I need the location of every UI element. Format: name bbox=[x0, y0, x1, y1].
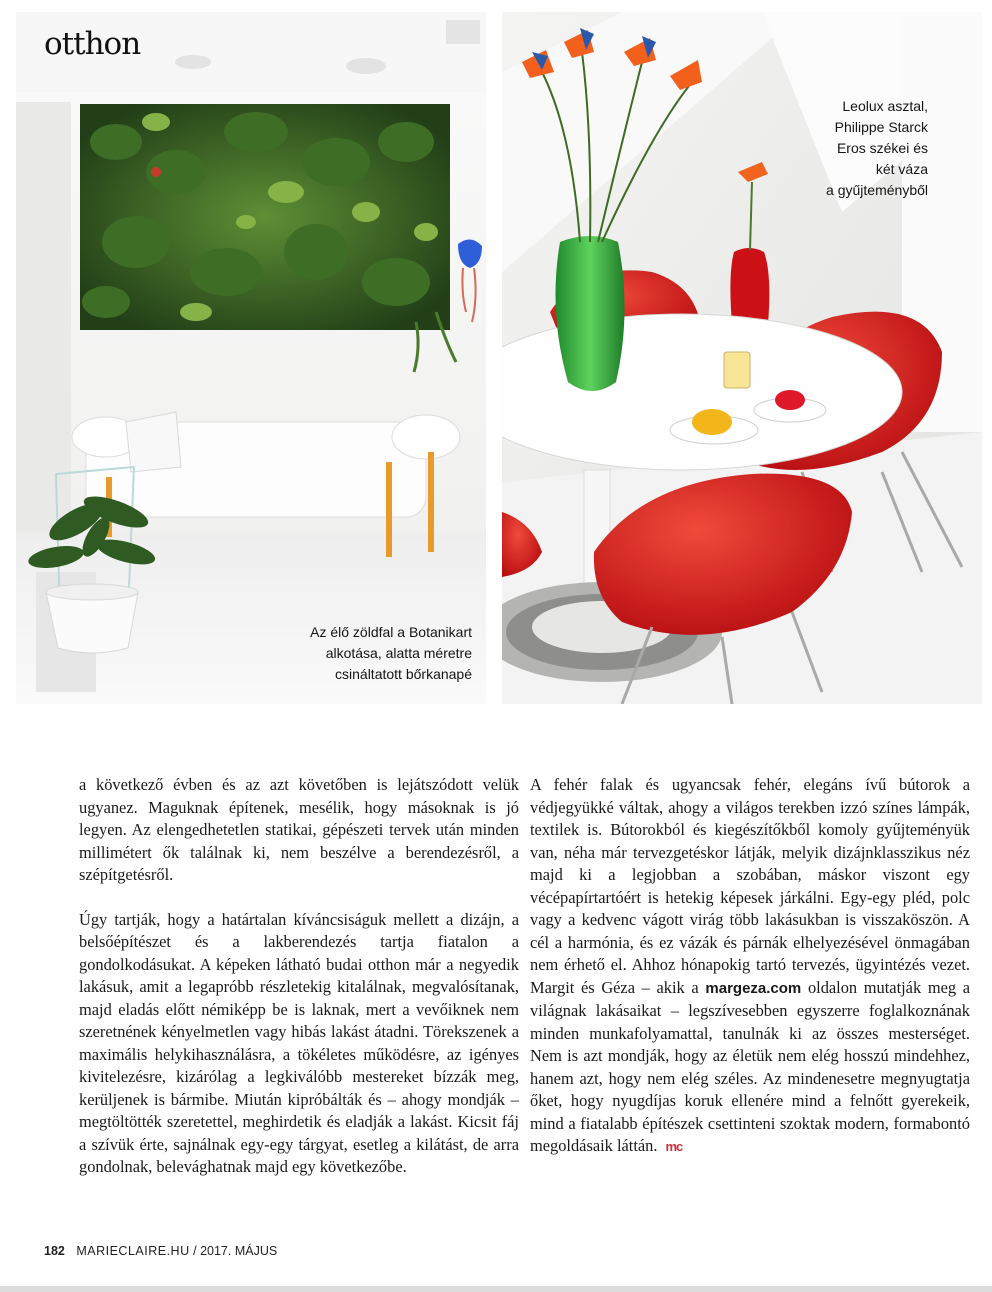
photo-caption-right bbox=[826, 96, 928, 201]
caption-line: Leolux asztal, bbox=[842, 98, 928, 114]
caption-line: csináltatott bőrkanapé bbox=[335, 666, 472, 682]
juice-glass bbox=[724, 352, 750, 388]
caption-line: két váza bbox=[875, 161, 928, 177]
page-number: 182 bbox=[44, 1244, 65, 1258]
red-dessert bbox=[775, 390, 805, 410]
article-text: oldalon mutatják meg a világnak lakásaikat – legszívesebben egyszerre foglalkoznának minden munkafolyamattal, tanulnák ki az összes mesterséget. Nem is azt mondják, hogy az életük nem elég hosszú mindehhez, hanem azt, hogy nem elég széles. Az mindenesetre megnyugtatja őket, hogy nyugdíjas koruk ellenére mind a felnőtt gyerekeik, mind a fiatalabb építészek csettinteni szoktak modern, formabontó megoldásaik láttán. bbox=[530, 977, 970, 1155]
article-column-left bbox=[79, 774, 519, 1179]
caption-line: a gyűjteményből bbox=[826, 182, 928, 198]
yellow-dessert bbox=[692, 409, 732, 435]
caption-line: Philippe Starck bbox=[834, 119, 928, 135]
caption-line: Eros székei és bbox=[836, 140, 928, 156]
footer-separator: / bbox=[193, 1244, 197, 1258]
article-paragraph: a következő évben és az azt követőben is lejátszódott velük ugyanez. Maguknak építenek, mesélik, hogy másoknak is jó legyen. Az elengedhetetlen statikai, gépészeti tervek után minden millimétert ők találnak ki, nem beszélve a berendezésről, a szépítgetésről. bbox=[79, 775, 519, 884]
article-column-right bbox=[530, 774, 970, 1159]
photo-caption-left bbox=[310, 622, 472, 685]
section-label: otthon bbox=[44, 26, 141, 62]
footer-issue: 2017. MÁJUS bbox=[200, 1244, 278, 1258]
ceiling-spotlight bbox=[175, 55, 211, 69]
article-text: A fehér falak és ugyancsak fehér, elegáns ívű bútorok a védjegyükké váltak, ahogy a világos terekben izzó színes lámpák, textilek is. Bútorokból és kiegészítőkből komoly gyűjteményük van, néha már tervezgetéskor látják, melyik dizájnklasszikus néz majd ki a legjobban a szobában, máskor viszont egy vécépapírtartóért is hetekig képesek járkálni. Egy-egy pléd, polc vagy a kedvenc vágott virág több lakásukban is visszaköszön. A cél a harmónia, és ez vázák és párnák elhelyezésével önmagában nem érhető el. Ahhoz hónapokig tartó tervezés, ügyintézés vezet. Margit és Géza – akik a bbox=[530, 775, 970, 997]
end-mark-logo: mc bbox=[665, 1139, 683, 1154]
caption-line: Az élő zöldfal a Botanikart bbox=[310, 624, 472, 640]
ceiling-spotlight bbox=[346, 58, 386, 74]
caption-line: alkotása, alatta méretre bbox=[325, 645, 472, 661]
living-room-illustration bbox=[16, 12, 486, 704]
page-bottom-edge bbox=[0, 1286, 992, 1292]
red-vase bbox=[730, 248, 769, 324]
green-glass-vase bbox=[556, 236, 625, 391]
website-link[interactable]: margeza.com bbox=[705, 979, 802, 997]
photo-living-room bbox=[16, 12, 486, 704]
footer-site: MARIECLAIRE.HU bbox=[76, 1244, 190, 1258]
article-paragraph: Úgy tartják, hogy a határtalan kíváncsiságuk mellett a dizájn, a belsőépítészet és a lakberendezés tartja fiatalon a gondolkodásukat. A képeken látható budai otthon már a negyedik lakásuk, amit a legapróbb részletekig kitalálnak, megvalósítanak, majd eladás előtt némiképp be is laknak, mert a vevőiknek nem szeretnének kényelmetlen vagy hibás lakást átadni. Törekszenek a maximális helykihasználásra, a tökéletes működésre, az igényes kivitelezésre, kizárólag a legkiválóbb mestereket bízzák meg, kerüljenek is bármibe. Miután kipróbálták és – ahogy mondják – megtöltötték szeretettel, meghirdetik és eladják a lakást. Kicsit fáj a szívük érte, sajnálnak egy-egy tárgyat, esetleg a kilátást, de arra gondolnak, belevághatnak majd egy következőbe. bbox=[79, 909, 519, 1176]
article-paragraph bbox=[530, 774, 970, 1159]
photo-dining-table bbox=[502, 12, 982, 704]
page-footer bbox=[44, 1244, 277, 1258]
